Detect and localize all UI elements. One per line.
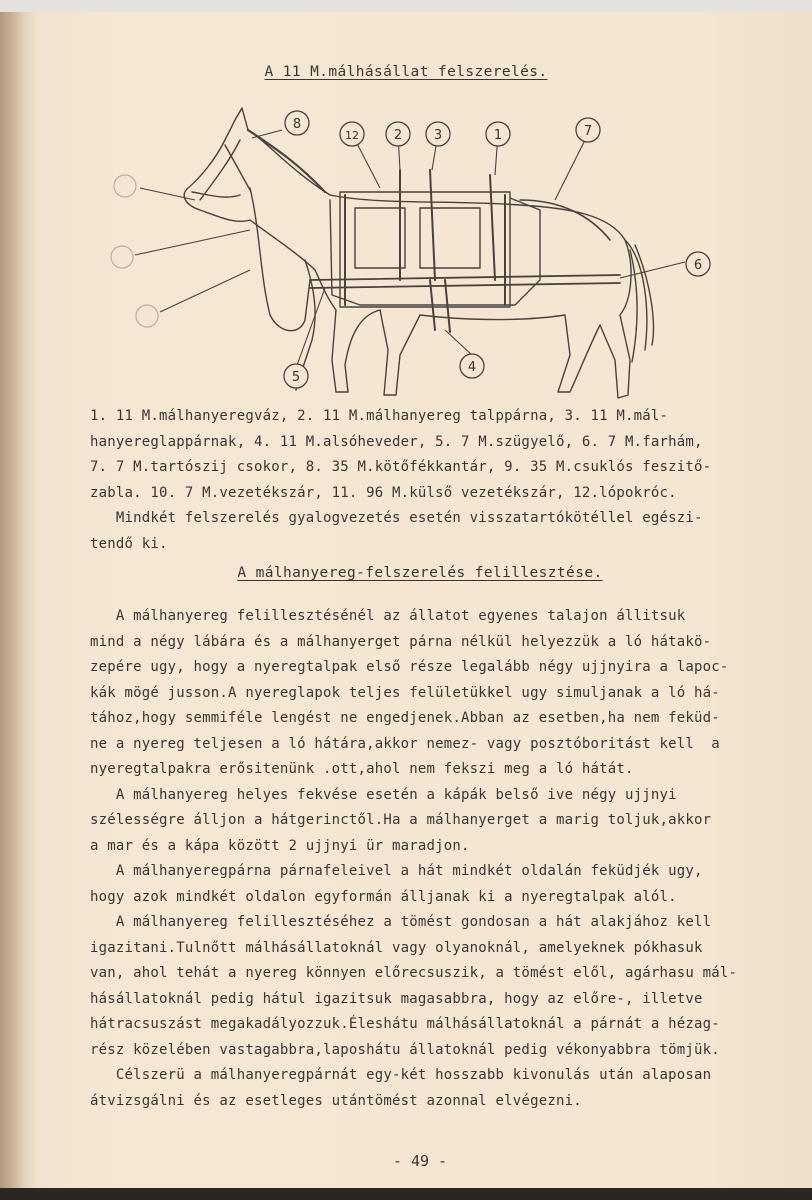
legend-line: tendő ki.: [90, 535, 168, 552]
legend-line: zabla. 10. 7 M.vezetékszár, 11. 96 M.külső vezetékszár, 12.lópokróc.: [90, 484, 677, 501]
body-line: tához,hogy semmiféle lengést ne engedjenek.Abban az esetben,ha nem feküd-: [90, 710, 720, 726]
bottom-background-strip: [0, 1188, 812, 1200]
body-line: A málhanyereg felillesztésénél az állatot egyenes talajon állitsuk: [90, 608, 686, 624]
body-line: ne a nyereg teljesen a ló hátára,akkor nemez- vagy posztóboritást kell a: [90, 735, 720, 752]
pack-horse-illustration: [100, 100, 740, 410]
body-line: zepére ugy, hogy a nyeregtalpak első része legalább négy ujjnyira a lapoc-: [90, 659, 729, 675]
callout-2: 2: [393, 128, 403, 143]
body-line: a mar és a kápa között 2 ujjnyi ür maradjon.: [90, 837, 470, 854]
callout-6: 6: [693, 258, 703, 273]
figure-legend: [90, 404, 762, 557]
body-line: szélességre álljon a hátgerinctől.Ha a málhanyerget a marig toljuk,akkor: [90, 812, 712, 828]
body-line: átvizsgálni és az esetleges utántömést azonnal elvégezni.: [90, 1092, 582, 1109]
body-line: igazitani.Tulnőtt málhásállatoknál vagy olyanoknál, amelyeknek pókhasuk: [90, 939, 703, 956]
body-line: Célszerü a málhanyeregpárnát egy-két hosszabb kivonulás után alaposan: [90, 1067, 712, 1083]
body-line: A málhanyereg felillesztéséhez a tömést gondosan a hát alakjához kell: [90, 914, 712, 930]
callout-5: 5: [291, 370, 301, 385]
callout-12: 12: [345, 129, 359, 142]
legend-line: 1. 11 M.málhanyeregváz, 2. 11 M.málhanyereg talppárna, 3. 11 M.mál-: [90, 408, 669, 424]
legend-line: 7. 7 M.tartószij csokor, 8. 35 M.kötőfékkantár, 9. 35 M.csuklós feszitő-: [90, 459, 712, 475]
callout-4: 4: [467, 360, 477, 375]
callout-1: 1: [493, 128, 503, 143]
page-number: - 49 -: [392, 1152, 448, 1170]
body-text: [90, 604, 762, 1114]
section-title: A málhanyereg-felszerelés felillesztése.: [237, 565, 603, 581]
body-line: hásállatoknál pedig hátul igazitsuk magasabbra, hogy az előre-, illetve: [90, 990, 703, 1007]
body-line: A málhanyeregpárna párnafeleivel a hát mindkét oldalán feküdjék ugy,: [90, 863, 703, 879]
body-line: hogy azok mindkét oldalon egyformán álljanak ki a nyeregtalpak alól.: [90, 888, 677, 905]
callout-7: 7: [583, 124, 593, 139]
body-line: hátracsuszást megakadályozzuk.Éleshátu málhásállatoknál a párnát a hézag-: [90, 1016, 720, 1032]
body-line: A málhanyereg helyes fekvése esetén a kápák belső ive négy ujjnyi: [90, 786, 677, 803]
body-line: rész közelében vastagabbra,laposhátu állatoknál pedig vékonyabbra tömjük.: [90, 1041, 720, 1058]
callout-8: 8: [292, 117, 302, 132]
page-title: A 11 M.málhásállat felszerelés.: [264, 64, 548, 80]
callout-3: 3: [433, 128, 443, 143]
body-line: van, ahol tehát a nyereg könnyen előrecsuszik, a tömést elől, agárhasu mál-: [90, 965, 738, 981]
body-line: nyeregtalpakra erősitenünk .ott,ahol nem fekszi meg a ló hátát.: [90, 761, 634, 777]
legend-line: Mindkét felszerelés gyalogvezetés esetén visszatartókötéllel egészi-: [90, 510, 703, 526]
document-page: [0, 12, 812, 1188]
page-spine-shadow: [0, 12, 24, 1188]
legend-line: hanyereglappárnak, 4. 11 M.alsóheveder, 5. 7 M.szügyelő, 6. 7 M.farhám,: [90, 433, 703, 450]
body-line: mind a négy lábára és a málhanyerget párna nélkül helyezzük a ló hátakö-: [90, 633, 712, 650]
body-line: kák mögé jusson.A nyereglapok teljes felületükkel ugy simuljanak a ló há-: [90, 684, 720, 701]
